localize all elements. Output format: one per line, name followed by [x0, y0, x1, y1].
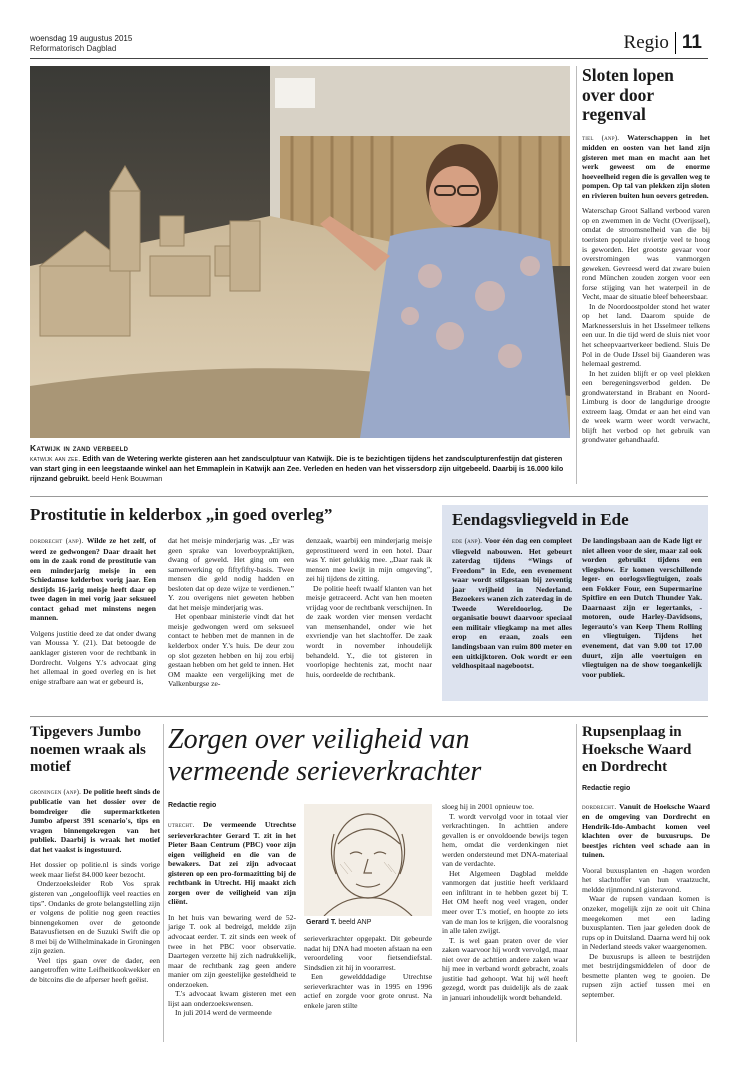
prostitutie-paragraph: denzaak, waarbij een minderjarig meisje geprostitueerd werd in een hotel. Daar was Y. niet gelukkig mee. „Daar raak ik mensen mee kwijt in mijn omgeving”, zei hij tijdens de zitting. — [306, 536, 432, 584]
serie-col3 — [442, 802, 568, 1002]
sloten-paragraph: In het zuiden blijft er op veel plekken een beregeningsverbod gelden. De grondwaterstand in Brabant en Noord-Limburg is door de langdurige droogte extreem laag. Omdat er aan het eind van de week warm weer wordt verwacht, blijft het verbod op het gebruik van grondwater gehandhaafd. — [582, 368, 710, 445]
serie-col2 — [304, 934, 432, 1010]
main-photo — [30, 66, 570, 438]
serie-paragraph: sloeg hij in 2001 opnieuw toe. — [442, 802, 534, 811]
rupsen-headline: Rupsenplaag in Hoeksche Waard en Dordrecht — [582, 724, 692, 775]
sand-sculpture-photo — [30, 66, 570, 438]
serie-paragraph: T.'s advocaat kwam gisteren met een lijst aan onderzoekswensen. — [168, 989, 296, 1008]
rupsen-paragraph: Waar de rupsen vandaan komen is onzeker, mogelijk zijn ze ooit uit China meegekomen met een lading buxusplanten. Tien jaar geleden dook de rups op in Duitsland. Daarna werd hij ook in Nederland steeds vaker waargenomen. — [582, 894, 710, 952]
column-divider — [576, 724, 577, 1042]
serie-byline: Redactie regio — [168, 802, 217, 809]
jumbo-body — [30, 787, 160, 985]
article-sloten — [582, 66, 710, 445]
serie-paragraph: Het Algemeen Dagblad meldde vanmorgen dat justitie heeft verklaard een infiltrant in te hebben gezet bij T. Het OM heeft nog veel vragen, onder meer over T.'s motief, en hoopte zo iets van de man los te krijgen, die vooralsnog in alle talen zwijgt. — [442, 868, 568, 936]
prostitutie-paragraph: Volgens justitie deed ze dat onder dwang van Moussa Y. (21). Dat betoogde de aanklager gisteren voor de rechtbank in Dordrecht. Volgens Y.'s advocaat ging het allemaal in goed overleg en is het enige strafbare aan wat er gebeurd is, — [30, 628, 156, 686]
jumbo-dateline: groningen (anp). — [30, 787, 82, 796]
serie-paragraph: Een geweldddadige Utrechtse serieverkrachter was in 1995 en 1996 actief en zorgde voor grote onrust. Na enkele jaren stilte — [304, 972, 432, 1010]
serie-lead: De vermeende Utrechtse serieverkrachter Gerard T. zit in het Pieter Baan Centrum (PBC) voor zijn eigen veiligheid en die van de bewakers. Dat zei zijn advocaat gisteren op een pro-formazitting bij de rechtbank in Utrecht. Hij maakt zich zorgen over de veiligheid van zijn cliënt. — [168, 820, 296, 907]
vliegveld-text: De landingsbaan aan de Kade ligt er niet alleen voor de sier, maar zal ook worden gebruikt tijdens een vliegshow. Er komen verschillende leger- en oorlogsvliegtuigen, zoals een Fokker Four, een Supermarine Spitfire en een Dutch Thunder Yak. Daarnaast zijn er legertanks, -motoren, oude Harley-Davidsons, legerauto's van Keep Them Rolling en vliegtuigen. Tijdens het evenement, dat van 9.00 tot 17.00 duurt, zijn alle voertuigen en vliegtuigen na de show toegankelijk voor publiek. — [582, 536, 702, 679]
rupsen-paragraph: De buxusrups is alleen te bestrijden met bestrijdingsmiddelen of door de besmette planten weg te gooien. De rupsen zijn actief tussen mei en september. — [582, 951, 710, 999]
prostitutie-col3 — [306, 536, 432, 679]
jumbo-lead: De politie heeft sinds de publicatie van het dossier over de bomdreiger die supermarktketen Jumbo afperst 391 scenario's, tips en vragen binnengekregen van het publiek. Daarbij is wraak het motief dat het vaakst is ingestuurd. — [30, 786, 160, 854]
section-rule — [30, 496, 708, 497]
header-divider — [675, 32, 676, 54]
prostitutie-col2 — [168, 536, 294, 689]
article-jumbo — [30, 724, 160, 984]
rupsen-dateline: dordrecht. — [582, 802, 617, 811]
rupsen-paragraph: Vooral buxusplanten en -hagen worden het slachtoffer van hun vraatzucht, meldde rijnmond.nl gisteravond. — [582, 865, 710, 894]
jumbo-paragraph: Het dossier op politie.nl is sinds vorige week maar liefst 84.000 keer bezocht. — [30, 860, 160, 879]
column-divider — [576, 66, 577, 484]
serie-paragraph: In juli 2014 werd de vermeende — [175, 1008, 272, 1018]
page-header — [624, 32, 702, 54]
prostitutie-paragraph: Het openbaar ministerie vindt dat het meisje gedwongen werd om seksueel contact te hebben met de mannen in de kelderbox onder Y.'s huis. De deur zou op slot gezeten hebben en hij zou erbij gestaan hebben om het geld te innen. Het OM maakte een vergelijking met de Valkenburgse ze- — [168, 612, 294, 689]
vliegveld-col1 — [452, 536, 572, 671]
section-rule — [30, 716, 708, 717]
vliegveld-dateline: ede (anp). — [452, 537, 483, 545]
photo-caption-title: Katwijk in zand verbeeld — [30, 443, 129, 453]
serie-sketch — [304, 804, 432, 916]
column-divider — [163, 724, 164, 1042]
photo-caption — [30, 454, 570, 483]
prostitutie-col1 — [30, 536, 156, 686]
rupsen-body — [582, 802, 710, 1000]
serie-paragraph: T. wordt vervolgd voor in totaal vier verkrachtingen. In achttien andere gevallen is er onvoldoende bewijs tegen hem, omdat die verdenkingen niet werden ondersteund met DNA-materiaal van de verdachte. — [442, 811, 568, 869]
serie-col1 — [168, 820, 296, 1018]
sloten-paragraph: Waterschap Groot Salland verbood varen op en zwemmen in de Vecht (Overijssel), omdat de stroomsnelheid van die bij toeristen populaire riviertje veel te hoog is geworden. Het grootste gevaar voor overstromingen was vanmorgen geweken. Gevreesd werd dat zware buien rond München zouden zorgen voor een forse stijging van het waterpeil in de Vecht, maar de situatie bleef beheersbaar. — [582, 206, 710, 302]
serie-paragraph: In het huis van bewaring werd de 52-jarige T. ook al bedreigd, meldde zijn advocaat eerder. T. zit sinds een week of twee in het PBC voor observatie. Daartegen verzette hij zich nadrukkelijk, maar de rechtbank zag geen andere manier om zijn geestelijke gesteldheid te onderzoeken. — [168, 912, 296, 989]
sloten-headline: Sloten lopen over door regenval — [582, 65, 674, 124]
prostitutie-paragraph: De politie heeft twaalf klanten van het meisje getraceerd. Acht van hen moeten vrijdag voor de rechtbank verschijnen. In de zaak worden vier mensen verdacht van mensenhandel, onder wie het exvriendje van het slachtoffer. De zaak wordt in november inhoudelijk behandeld. Y., die tot gisteren in voorlopige hechtenis zat, mocht naar huis, oordeelde de rechtbank. — [306, 583, 432, 679]
page-number: 11 — [681, 32, 702, 53]
vliegveld-text: Voor één dag een compleet vliegveld nabouwen. Het gebeurt zaterdag tijdens “Wings of Freedom” in Ede, een evenement waar wordt stilgestaan bij zeventig jaar vrijheid in Nederland. Bezoekers wanen zich zaterdag in de Tweede Wereldoorlog. De organisatie bouwt daarvoor speciaal een militair vliegkamp na met alles erop en eraan, zoals een landingsbaan van ruim 800 meter en een uitkijktoren. Ook wordt er een veldhospitaal nagebootst. — [452, 536, 572, 671]
rupsen-byline: Redactie regio — [582, 784, 631, 792]
sloten-lead: Waterschappen in het midden en oosten van het land zijn gisteren met man en macht aan het werk geweest om de enorme hoeveelheid regen die is gevallen weg te pompen. Op tal van plekken zijn sloten en rivieren buiten hun oevers getreden. — [582, 132, 710, 200]
header-rule — [30, 58, 708, 59]
serie-caption-credit: beeld ANP — [338, 919, 372, 926]
jumbo-paragraph: Veel tips gaan over de dader, een aangetroffen witte Leifheitkookwekker en de bitcoins die de afperser heeft geëist. — [30, 955, 160, 984]
sloten-dateline: tiel (anp). — [582, 133, 620, 142]
article-rupsen — [582, 724, 710, 999]
serie-dateline: utrecht. — [168, 821, 195, 829]
prostitutie-paragraph: dat het meisje minderjarig was. „Er was geen sprake van loverboypraktijken, dwang of geweld. Het ging om een samenwerking op fiftyfifty-basis. Twee mensen die geld nodig hadden en besloten dat op deze wijze te verdienen.” Y. zou overigens niet geweten hebben dat het meisje minderjarig was. — [168, 536, 294, 612]
caption-text: Edith van de Wetering werkte gisteren aan het zandsculptuur van Katwijk. Die is te bezichtigen tijdens het zandsculpturenfestijn dat gisteren van start ging in een leegstaande winkel aan het Emmaplein in Katwijk aan Zee. Verleden en heden van het vissersdorp zijn uitgebeeld. Daarbij is 16.000 kilo rijnzand gebruikt. — [30, 454, 564, 483]
prostitutie-headline: Prostitutie in kelderbox „in goed overleg” — [30, 505, 333, 524]
serie-photo-caption — [306, 919, 371, 926]
rupsen-lead: Vanuit de Hoeksche Waard en de omgeving van Dordrecht en Hendrik-Ido-Ambacht komen veel klachten over de buxusrups. De beestjes richten veel schade aan in tuinen. — [582, 801, 710, 860]
prostitutie-dateline: dordrecht (anp). — [30, 537, 84, 545]
prostitutie-lead: Wilde ze het zelf, of werd ze gedwongen? Daar draait het om in de zaak rond de prostitutie van een minderjarig meisje in een Schiedamse kelderbox vorig jaar. Een destijds 16-jarig meisje heeft daar op twee dagen in mei vorig jaar seksueel contact gehad met minstens negen mannen. — [30, 536, 156, 623]
vliegveld-headline: Eendagsvliegveld in Ede — [452, 510, 629, 529]
serie-paragraph: serieverkrachter opgepakt. Dit gebeurde nadat hij DNA had moeten afstaan na een veroordeling voor fietsendiefstal. Sindsdien zit hij in voorarrest. — [304, 934, 432, 972]
publication-name: Reformatorisch Dagblad — [30, 44, 117, 53]
sloten-paragraph: In de Noordoostpolder stond het water op het land. Daarom spuide de Marknessersluis in het IJsselmeer telkens een uur. In die tijd werd de sluis niet voor het scheepvaartverkeer bediend. Sluis De Pol in de Oude IJssel bij Gaanderen was helemaal gestremd. — [582, 301, 710, 369]
sloten-body — [582, 133, 710, 446]
caption-credit: beeld Henk Bouwman — [91, 473, 163, 483]
section-name: Regio — [623, 32, 669, 53]
serie-paragraph: T. is wel gaan praten over de vier zaken waarvoor hij wordt vervolgd, maar niet over de achttien andere zaken waar hij mee in verband wordt gebracht, zoals justitie had gehoopt. Wat hij wél heeft gezegd, wordt pas duidelijk als de zaak in januari inhoudelijk wordt behandeld. — [442, 935, 568, 1002]
jumbo-paragraph: Onderzoeksleider Rob Vos sprak gisteren van „ongelooflijk veel reacties en tips”. Ondanks de grote belangstelling zijn er volgens de politie nog geen reacties binnengekomen over de getoonde Batavusfietsen en de Suzuki Swift die op 8 mei bij de Wilhelminakade in Groningen zijn gezien. — [30, 879, 160, 956]
issue-date: woensdag 19 augustus 2015 — [30, 34, 133, 43]
serie-caption-name: Gerard T. — [306, 919, 337, 926]
vliegveld-col2 — [582, 536, 702, 679]
jumbo-headline: Tipgevers Jumbo noemen wraak als motief — [30, 724, 146, 775]
serie-headline: Zorgen over veiligheid van vermeende serieverkrachter — [168, 724, 482, 787]
caption-dateline: katwijk aan zee. — [30, 456, 81, 463]
suspect-sketch-image — [304, 804, 432, 916]
